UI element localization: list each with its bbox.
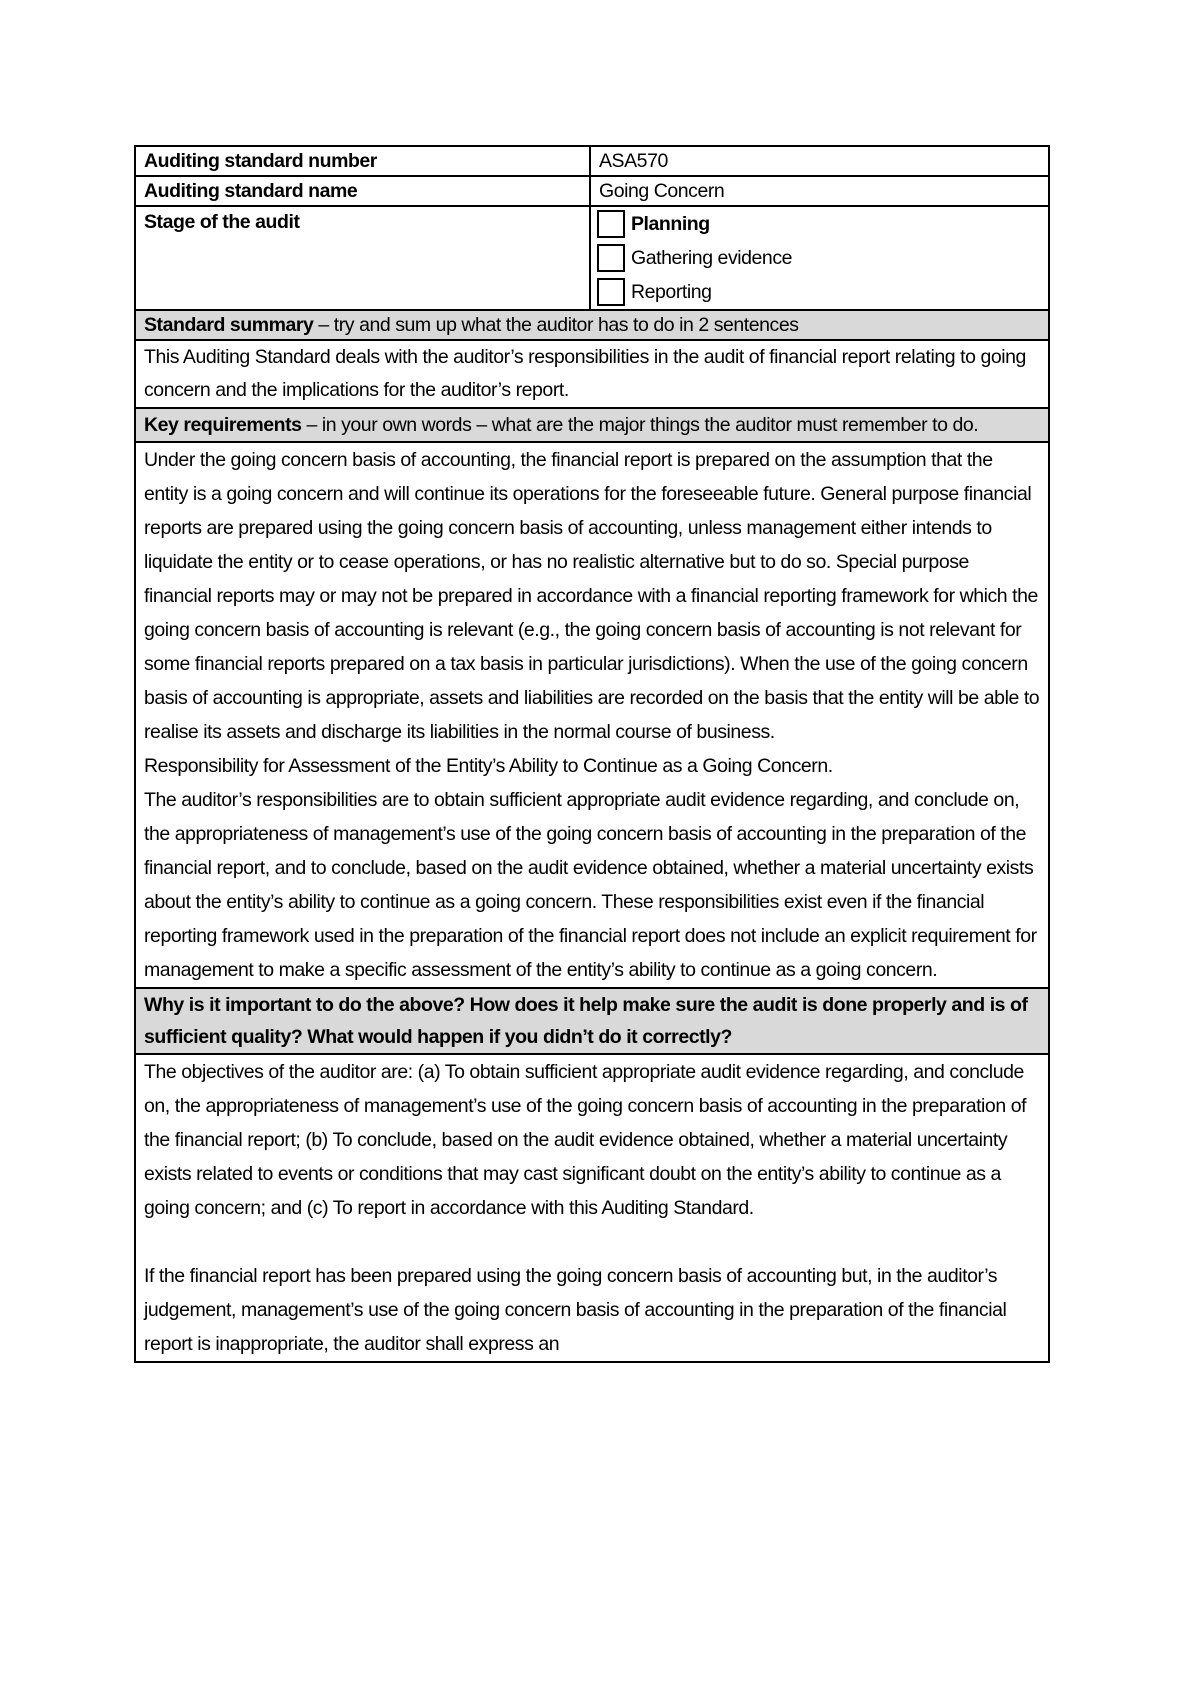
option-label-planning: Planning	[631, 213, 710, 235]
standard-number-value[interactable]: ASA570	[590, 146, 1049, 176]
importance-paragraph: The objectives of the auditor are: (a) To obtain sufficient appropriate audit evidence regarding, and conclude on, the appropriateness of management’s use of the going concern basis of accounting in the preparation of the financial report; (b) To conclude, based on the audit evidence obtained, whether a material uncertainty exists related to events or conditions that may cast significant doubt on the entity’s ability to continue as a going concern; and (c) To report in accordance with this Auditing Standard.	[144, 1061, 1027, 1219]
summary-heading	[135, 310, 1049, 340]
stage-option-gathering-evidence[interactable]	[597, 241, 1040, 275]
option-label-gathering-evidence: Gathering evidence	[631, 247, 793, 269]
checkbox-planning[interactable]	[597, 210, 625, 238]
requirements-heading	[135, 408, 1049, 442]
summary-text[interactable]: This Auditing Standard deals with the auditor’s responsibilities in the audit of financial report relating to going concern and the implications for the auditor’s report.	[135, 340, 1049, 408]
checkbox-reporting[interactable]	[597, 278, 625, 306]
summary-heading-title: Standard summary	[144, 314, 314, 336]
importance-paragraph: If the financial report has been prepared using the going concern basis of accounting but, in the auditor’s judgement, management’s use of the going concern basis of accounting in the preparation of the financial report is inappropriate, the auditor shall express an	[144, 1265, 1007, 1355]
standard-name-value[interactable]: Going Concern	[590, 176, 1049, 206]
requirements-heading-row	[135, 408, 1049, 442]
importance-text[interactable]	[135, 1054, 1049, 1362]
requirements-paragraph: The auditor’s responsibilities are to obtain sufficient appropriate audit evidence regarding, and conclude on, the appropriateness of management’s use of the going concern basis of accounting in the preparation of the financial report, and to conclude, based on the audit evidence obtained, whether a material uncertainty exists about the entity’s ability to continue as a going concern. These responsibilities exist even if the financial reporting framework used in the preparation of the financial report does not include an explicit requirement for management to make a specific assessment of the entity’s ability to continue as a going concern.	[144, 789, 1037, 981]
summary-heading-instruction: – try and sum up what the auditor has to do in 2 sentences	[313, 314, 799, 336]
requirements-paragraph: Under the going concern basis of accounting, the financial report is prepared on the assumption that the entity is a going concern and will continue its operations for the foreseeable future. General purpose financial reports are prepared using the going concern basis of accounting, unless management either intends to liquidate the entity or to cease operations, or has no realistic alternative but to do so. Special purpose financial reports may or may not be prepared in accordance with a financial reporting framework for which the going concern basis of accounting is relevant (e.g., the going concern basis of accounting is not relevant for some financial reports prepared on a tax basis in particular jurisdictions). When the use of the going concern basis of accounting is appropriate, assets and liabilities are recorded on the basis that the entity will be able to realise its assets and discharge its liabilities in the normal course of business.	[144, 449, 1040, 743]
stage-option-planning[interactable]	[597, 207, 1040, 241]
asa-worksheet-table	[134, 145, 1050, 1363]
summary-heading-row	[135, 310, 1049, 340]
standard-name-label: Auditing standard name	[135, 176, 590, 206]
paragraph-spacer	[144, 1225, 1040, 1259]
stage-row	[135, 206, 1049, 310]
checkbox-gathering-evidence[interactable]	[597, 244, 625, 272]
stage-options	[590, 206, 1049, 310]
requirements-heading-instruction: – in your own words – what are the major things the auditor must remember to do.	[301, 414, 979, 436]
standard-name-row	[135, 176, 1049, 206]
standard-number-label: Auditing standard number	[135, 146, 590, 176]
requirements-heading-title: Key requirements	[144, 414, 302, 436]
summary-body-row	[135, 340, 1049, 408]
option-label-reporting: Reporting	[631, 281, 712, 303]
stage-label: Stage of the audit	[135, 206, 590, 310]
requirements-body-row	[135, 442, 1049, 988]
stage-option-reporting[interactable]	[597, 275, 1040, 309]
importance-body-row	[135, 1054, 1049, 1362]
importance-heading: Why is it important to do the above? How does it help make sure the audit is done properly and is of sufficient quality? What would happen if you didn’t do it correctly?	[135, 988, 1049, 1054]
requirements-paragraph: Responsibility for Assessment of the Entity’s Ability to Continue as a Going Concern.	[144, 755, 833, 777]
standard-number-row	[135, 146, 1049, 176]
requirements-text[interactable]	[135, 442, 1049, 988]
importance-heading-row	[135, 988, 1049, 1054]
